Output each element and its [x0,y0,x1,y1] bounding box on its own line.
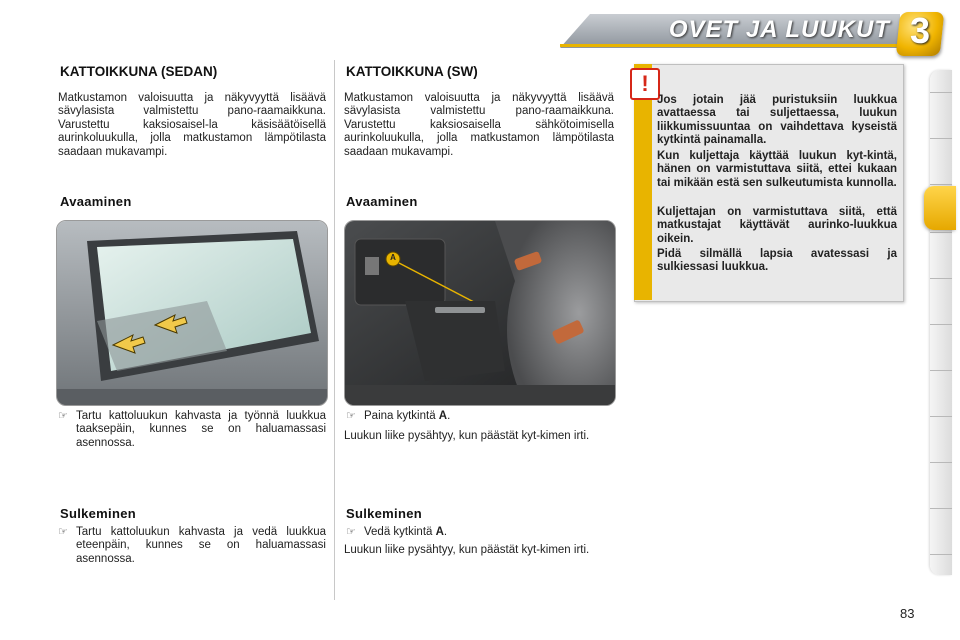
tab-divider [930,508,952,509]
tab-divider [930,138,952,139]
hand-pointer-icon: ☞ [346,526,356,538]
column-divider [334,60,335,600]
sedan-intro-text: Matkustamon valoisuutta ja näkyvyyttä lisäävä sävylasista valmistettu pano-raamaikkuna. Varustettu kaksiosaisel-la käsisäätöisellä aurinkoluukulla, jolla matkustamon lämpötilasta saadaan mukavampi. [58,92,326,158]
sw-closing-title: Sulkeminen [346,506,422,521]
sedan-closing-instruction: ☞ Tartu kattoluukun kahvasta ja vedä luukkua eteenpäin, kunnes se on haluamassasi asennossa. [58,526,326,565]
chapter-tab-strip [930,70,952,575]
sw-opening-instruction: ☞ Paina kytkintä A. [346,410,451,422]
chapter-tab-3-active[interactable] [924,186,956,230]
hand-pointer-icon: ☞ [58,526,68,538]
tab-divider [930,324,952,325]
warning-paragraph: Pidä silmällä lapsia avatessasi ja sulkiessasi luukkua. [657,248,897,274]
hand-pointer-icon: ☞ [58,410,68,422]
sw-opening-note: Luukun liike pysähtyy, kun päästät kyt-kimen irti. [344,430,590,442]
tab-divider [930,232,952,233]
tab-divider [930,416,952,417]
sw-closing-note: Luukun liike pysähtyy, kun päästät kyt-kimen irti. [344,544,590,556]
sedan-sunroof-photo [56,220,328,406]
tab-divider [930,462,952,463]
warning-paragraph: Kun kuljettaja käyttää luukun kyt-kintä, hänen on varmistuttava siitä, ettei kukaan tai mikään estä sen sulkeutumista kunnolla. [657,150,897,189]
hand-pointer-icon: ☞ [346,410,356,422]
tab-divider [930,554,952,555]
sw-intro-text: Matkustamon valoisuutta ja näkyvyyttä lisäävä sävylasista valmistettu pano-raamaikkuna. Varustettu kaksiosaisella sähkötoimisella aurinkoluukulla, jolla matkustamon lämpötilasta saadaan mukavampi. [344,92,614,158]
header-accent-stripe [560,44,900,47]
warning-paragraph: Kuljettajan on varmistuttava siitä, että matkustajat käyttävät aurinko-luukkua oikein. [657,206,897,245]
sedan-opening-instruction: ☞ Tartu kattoluukun kahvasta ja työnnä luukkua taaksepäin, kunnes se on haluamassasi asennossa. [58,410,326,449]
tab-divider [930,184,952,185]
section-title-sw: KATTOIKKUNA (SW) [346,64,478,79]
section-title-sedan: KATTOIKKUNA (SEDAN) [60,64,218,79]
sedan-opening-title: Avaaminen [60,194,132,209]
sw-opening-title: Avaaminen [346,194,418,209]
chapter-number: 3 [909,10,931,51]
switch-label-a: A [390,253,396,262]
sw-closing-instruction: ☞ Vedä kytkintä A. [346,526,448,538]
sw-console-photo [344,220,616,406]
page-number: 83 [900,606,915,621]
tab-divider [930,278,952,279]
tab-divider [930,92,952,93]
chapter-title: OVET JA LUUKUT [668,16,890,43]
sedan-closing-title: Sulkeminen [60,506,136,521]
warning-paragraph: Jos jotain jää puristuksiin luukkua avattaessa tai suljettaessa, luukun liikkumissuuntaa on vaihdettava kyseistä kytkintä painamalla. [657,94,897,147]
warning-exclamation-icon: ! [630,68,660,100]
tab-divider [930,370,952,371]
